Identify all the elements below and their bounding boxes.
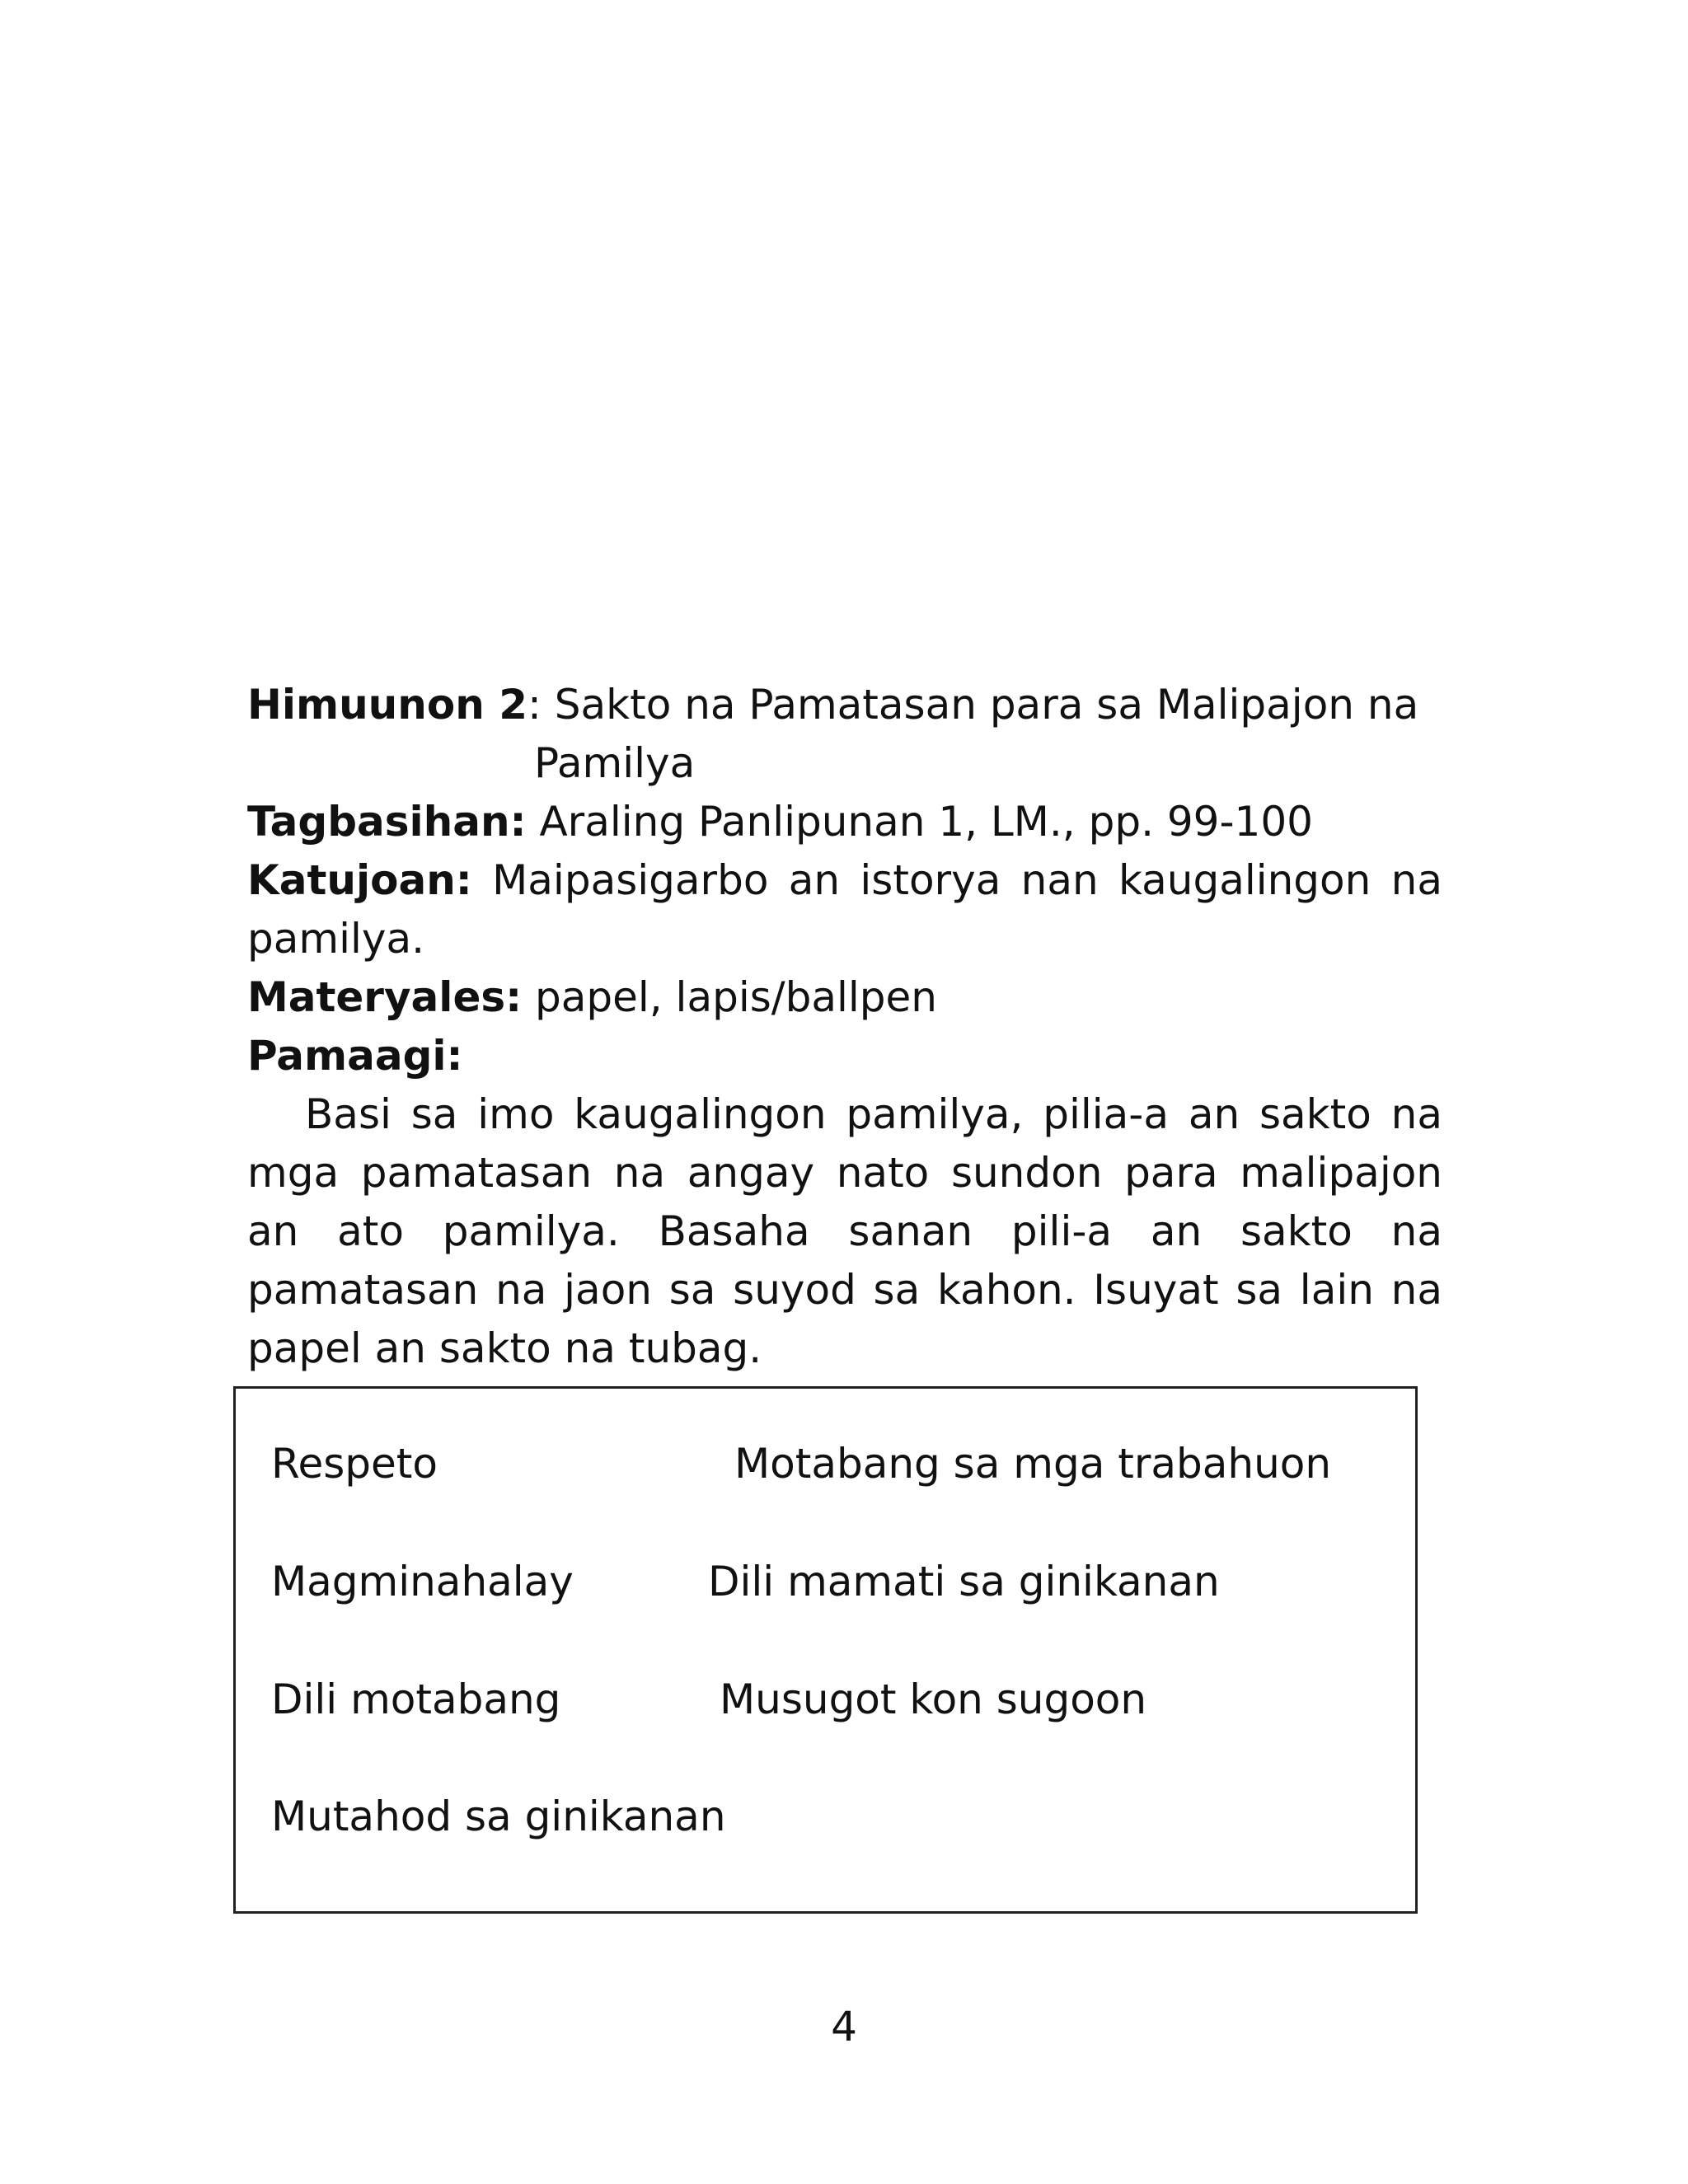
materials-label: Materyales:	[247, 973, 523, 1021]
choice-item: Mutahod sa ginikanan	[271, 1793, 726, 1840]
activity-title-label: Himuunon 2	[247, 681, 528, 729]
activity-title	[247, 676, 1442, 734]
source-label: Tagbasihan:	[247, 798, 527, 846]
choice-item: Dili motabang	[271, 1675, 561, 1723]
choices-box	[233, 1386, 1418, 1914]
choice-item: Respeto	[271, 1440, 438, 1488]
activity-section	[247, 676, 1442, 1378]
activity-title-text-line2: Pamilya	[534, 739, 696, 787]
source-text: Araling Panlipunan 1, LM., pp. 99-100	[526, 798, 1313, 846]
objective-line	[247, 851, 1442, 910]
procedure-text: Basi sa imo kaugalingon pamilya, pilia-a an sakto na mga pamatasan na angay nato sundon para malipajon an ato pamilya. Basaha sanan pili-a an sakto na pamatasan na jaon sa suyod sa kahon. Isuyat sa lain na papel an sakto na tubag.	[247, 1090, 1442, 1372]
procedure-label: Pamaagi:	[247, 1032, 463, 1080]
objective-text-line2: pamilya.	[247, 915, 424, 963]
objective-text-line1: Maipasigarbo an istorya nan kaugalingon na	[471, 856, 1442, 904]
materials-line	[247, 968, 1442, 1027]
activity-title-text-line1: Sakto na Pamatasan para sa Malipajon na	[554, 681, 1419, 729]
source-line	[247, 793, 1442, 851]
choice-item: Dili mamati sa ginikanan	[708, 1558, 1220, 1605]
choice-item: Musugot kon sugoon	[720, 1675, 1147, 1723]
materials-text: papel, lapis/ballpen	[522, 973, 937, 1021]
choice-item: Magminahalay	[271, 1558, 574, 1605]
page-number: 4	[831, 2003, 857, 2050]
objective-label: Katujoan:	[247, 856, 472, 904]
activity-title-separator: :	[528, 681, 555, 729]
choice-item: Motabang sa mga trabahuon	[734, 1440, 1332, 1488]
